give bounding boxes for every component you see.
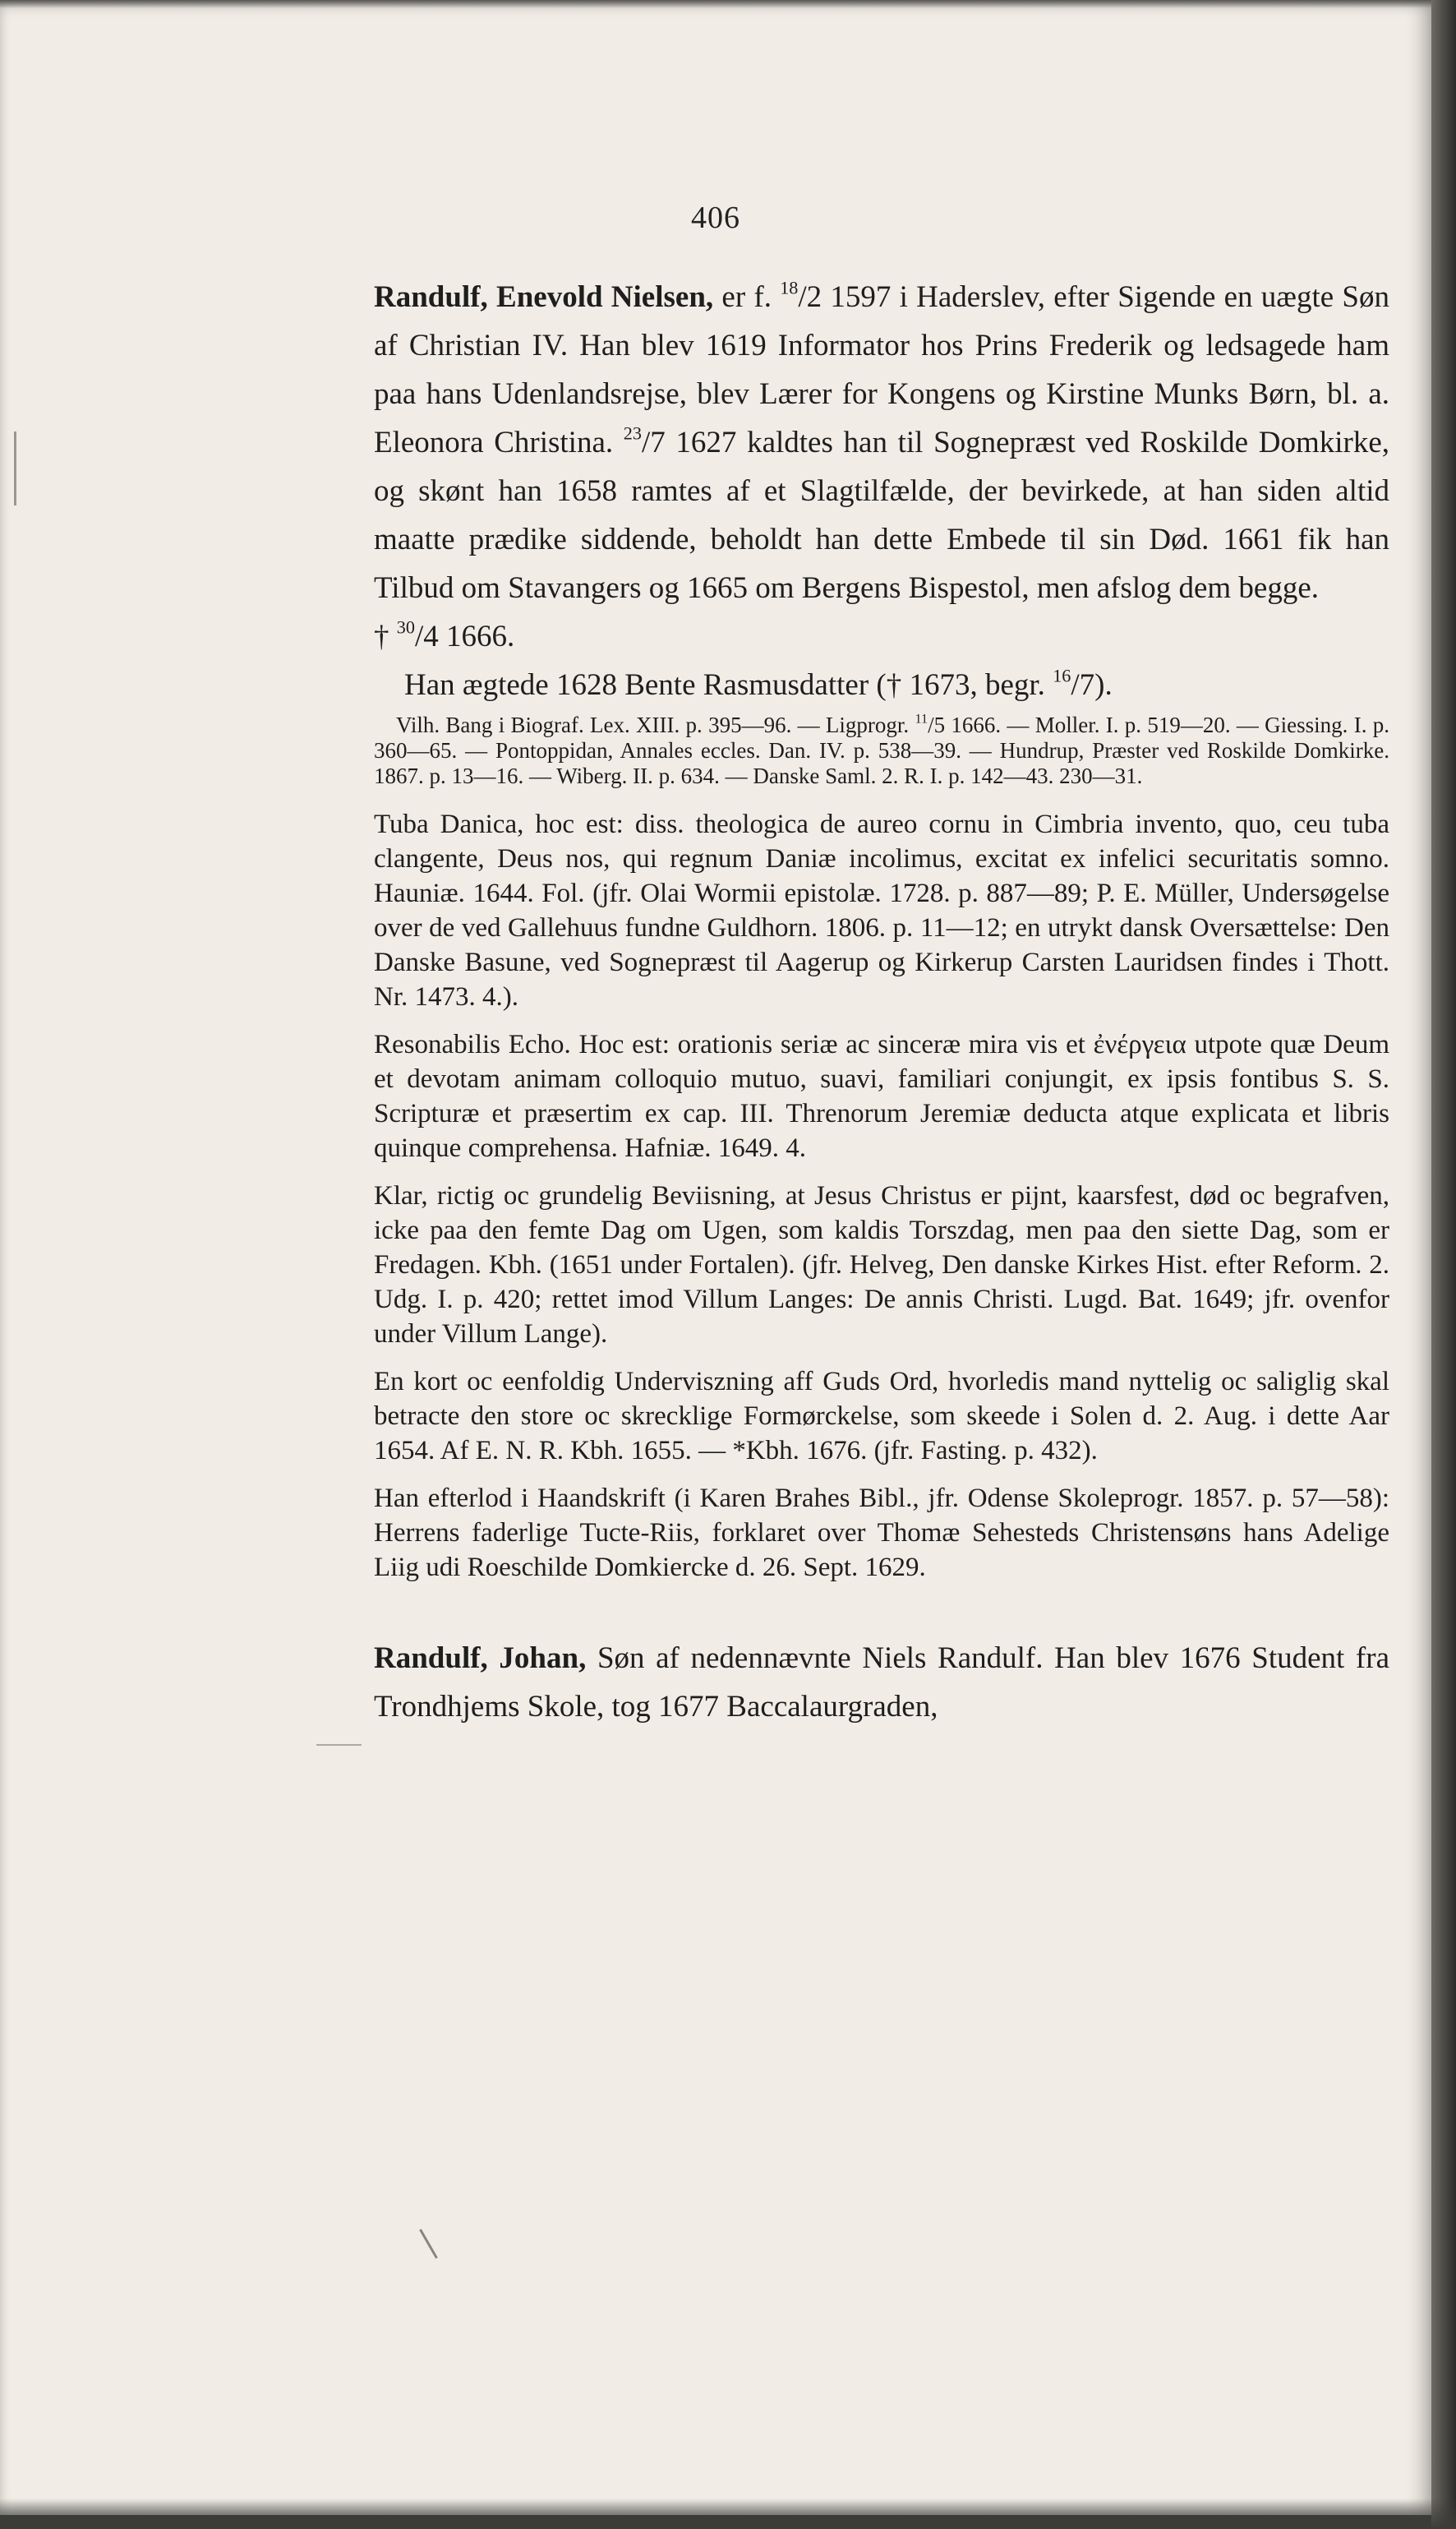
burial-date-fraction: $^{16}$/7 <box>1053 665 1095 702</box>
marriage-end: ). <box>1094 668 1113 702</box>
scan-right-edge <box>1431 0 1456 2529</box>
death-date-fraction: $^{30}$/4 <box>396 616 439 653</box>
ligprogr-date-fraction: $^{11}$/5 <box>915 711 946 737</box>
entry2-heading: Randulf, Johan, <box>374 1641 587 1675</box>
born-pre: er f. <box>713 280 781 314</box>
marriage-text: Han ægtede 1628 Bente Rasmusdatter († 1673, begr. <box>404 668 1053 702</box>
entry-body: 1597 i Haderslev, efter Sigende en uægte Søn af Christian IV. Han blev 1619 Informator hos Prins Frederik og ledsagede ham paa hans Udenlandsrejse, blev Lærer for Kongens og Kirstine Munks Børn, bl. a. Eleonora Christina. <box>374 280 1389 459</box>
work-manuscript: Han efterlod i Haandskrift (i Karen Brahes Bibl., jfr. Odense Skoleprogr. 1857. p. 57—58): Herrens faderlige Tucte-Riis, forklaret over Thomæ Sehesteds Christensøns hans Adelige Liig udi Roeschilde Domkiercke d. 26. Sept. 1629. <box>374 1484 1389 1582</box>
margin-mark <box>14 431 16 505</box>
death-mark: † <box>374 620 397 653</box>
pencil-underline <box>316 1744 362 1746</box>
text-block <box>374 273 1389 1731</box>
birth-date-fraction: $^{18}$/2 <box>780 277 822 314</box>
entry-heading: Randulf, Enevold Nielsen, <box>374 280 714 314</box>
references: Vilh. Bang i Biograf. Lex. XIII. p. 395—96. — Ligprogr. $^{11}$/5 1666. — Moller. I. p. 519—20. — Giessing. I. p. 360—65. — Pontoppidan, Annales eccles. Dan. IV. p. 538—39. — Hundrup, Præster ved Roskilde Domkirke. 1867. p. 13—16. — Wiberg. II. p. 634. — Danske Saml. 2. R. I. p. 142—43. 230—31. <box>374 711 1389 788</box>
page-number: 406 <box>691 201 740 235</box>
death-year: 1666. <box>438 620 515 653</box>
work-klar-beviisning: Klar, rictig oc grundelig Beviisning, at Jesus Christus er pijnt, kaarsfest, død oc begrafven, icke paa den femte Dag om Ugen, som kaldis Torszdag, men paa den siette Dag, som er Fredagen. Kbh. (1651 under Fortalen). (jfr. Helveg, Den danske Kirkes Hist. efter Reform. 2. Udg. I. p. 420; rettet imod Villum Langes: De annis Christi. Lugd. Bat. 1649; jfr. ovenfor under Villum Lange). <box>374 1181 1389 1349</box>
scan-bottom-edge <box>0 2499 1456 2529</box>
work-tuba-danica: Tuba Danica, hoc est: diss. theologica de aureo cornu in Cimbria invento, quo, ceu tuba clangente, Deus nos, qui regnum Daniæ incolimus, excitat ex infelici securitatis somno. Hauniæ. 1644. Fol. (jfr. Olai Wormii epistolæ. 1728. p. 887—89; P. E. Müller, Undersøgelse over de ved Gallehuus fundne Guldhorn. 1806. p. 11—12; en utrykt dansk Oversættelse: Den Danske Basune, ved Sognepræst til Aagerup og Kirkerup Carsten Lauridsen findes i Thott. Nr. 1473. 4.). <box>374 810 1389 1012</box>
entry-johan-randulf <box>374 1634 1389 1731</box>
work-resonabilis-echo: Resonabilis Echo. Hoc est: orationis seriæ ac sinceræ mira vis et ἐνέργεια utpote quæ Deum et devotam animam colloquio mutuo, suavi, familiari conjungit, ex ipsis fontibus S. S. Scripturæ et præsertim ex cap. III. Threnorum Jeremiæ deducta atque explicata et libris quinque comprehensa. Hafniæ. 1649. 4. <box>374 1030 1389 1163</box>
work-kort-underviszning: En kort oc eenfoldig Underviszning aff Guds Ord, hvorledis mand nyttelig oc saliglig skal betracte den store oc skrecklige Formørckelse, som skeede i Solen d. 2. Aug. i dette Aar 1654. Af E. N. R. Kbh. 1655. — *Kbh. 1676. (jfr. Fasting. p. 432). <box>374 1367 1389 1465</box>
entry2-body: Søn af nedennævnte Niels Randulf. Han blev 1676 Student fra Trondhjems Skole, tog 1677 Baccalaurgraden, <box>374 1641 1389 1724</box>
entry-body-2: 1627 kaldtes han til Sognepræst ved Roskilde Domkirke, og skønt han 1658 ramtes af et Slagtilfælde, der bevirkede, at han siden altid maatte prædike siddende, beholdt han dette Embede til sin Død. 1661 fik han Tilbud om Stavangers og 1665 om Bergens Bispestol, men afslog dem begge. <box>374 426 1389 605</box>
entry-enevold-randulf <box>374 273 1389 709</box>
call-date-fraction: $^{23}$/7 <box>623 422 666 459</box>
scan-top-edge <box>0 0 1456 8</box>
